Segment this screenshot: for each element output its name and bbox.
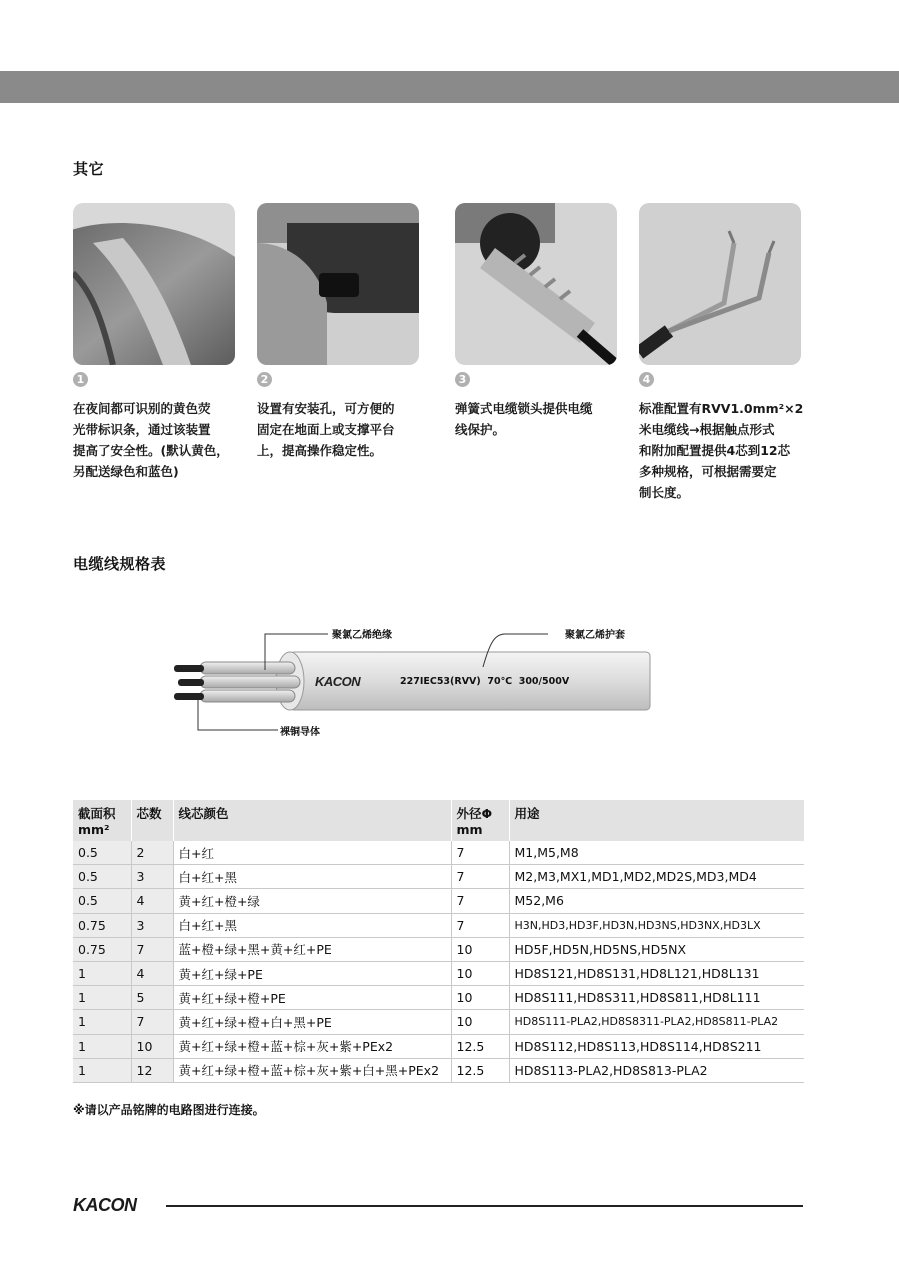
table-cell: HD8S111-PLA2,HD8S8311-PLA2,HD8S811-PLA2 — [509, 1010, 804, 1034]
table-row — [73, 865, 804, 889]
header-diameter: 外径Φ mm — [451, 800, 509, 841]
table-cell: 7 — [451, 841, 509, 865]
footer-rule — [166, 1205, 803, 1207]
table-row — [73, 961, 804, 985]
label-conductor: 裸铜导体 — [280, 727, 320, 738]
table-cell: 黄+红+绿+橙+PE — [173, 986, 451, 1010]
table-row — [73, 913, 804, 937]
header-cross-section: 截面积 mm² — [73, 800, 131, 841]
table-cell: 蓝+橙+绿+黑+黄+红+PE — [173, 937, 451, 961]
header-usage: 用途 — [509, 800, 804, 841]
feature-number-2: 2 — [257, 372, 272, 387]
table-cell: 7 — [451, 889, 509, 913]
table-row — [73, 841, 804, 865]
feature-description-3: 弹簧式电缆锁头提供电缆 线保护。 — [455, 401, 593, 437]
table-cell: 黄+红+绿+橙+蓝+棕+灰+紫+PEx2 — [173, 1034, 451, 1058]
label-insulation: 聚氯乙烯绝缘 — [332, 630, 392, 641]
table-cell: 7 — [451, 913, 509, 937]
section-title-other: 其它 — [73, 160, 105, 178]
footer-logo: KACON — [73, 1195, 137, 1215]
cable-brand-logo: KACON — [315, 674, 361, 689]
footnote: ※请以产品铭牌的电路图进行连接。 — [73, 1103, 265, 1117]
feature-number-1: 1 — [73, 372, 88, 387]
table-cell: 12.5 — [451, 1034, 509, 1058]
table-cell: 12.5 — [451, 1058, 509, 1082]
table-cell: 0.5 — [73, 865, 131, 889]
table-cell: 1 — [73, 1034, 131, 1058]
table-cell: 10 — [131, 1034, 173, 1058]
table-cell: 1 — [73, 986, 131, 1010]
table-cell: HD8S121,HD8S131,HD8L121,HD8L131 — [509, 961, 804, 985]
table-cell: 10 — [451, 1010, 509, 1034]
table-cell: HD5F,HD5N,HD5NS,HD5NX — [509, 937, 804, 961]
table-cell: 白+红 — [173, 841, 451, 865]
table-cell: HD8S111,HD8S311,HD8S811,HD8L111 — [509, 986, 804, 1010]
table-cell: 10 — [451, 937, 509, 961]
table-cell: HD8S113-PLA2,HD8S813-PLA2 — [509, 1058, 804, 1082]
photo-reflective-strip — [73, 203, 235, 365]
feature-number-4: 4 — [639, 372, 654, 387]
section-title-cable: 电缆线规格表 — [73, 555, 167, 573]
table-cell: M1,M5,M8 — [509, 841, 804, 865]
table-cell: 黄+红+绿+PE — [173, 961, 451, 985]
table-cell: HD8S112,HD8S113,HD8S114,HD8S211 — [509, 1034, 804, 1058]
table-cell: 白+红+黑 — [173, 865, 451, 889]
table-cell: H3N,HD3,HD3F,HD3N,HD3NS,HD3NX,HD3LX — [509, 913, 804, 937]
cable-print: 227IEC53(RVV) 70℃ 300/500V — [400, 676, 570, 687]
header-cores: 芯数 — [131, 800, 173, 841]
table-cell: 白+红+黑 — [173, 913, 451, 937]
table-row — [73, 1058, 804, 1082]
table-header-row — [73, 800, 804, 841]
table-cell: 10 — [451, 961, 509, 985]
table-row — [73, 889, 804, 913]
header-colors: 线芯颜色 — [173, 800, 451, 841]
table-row — [73, 986, 804, 1010]
photo-cable-wires — [639, 203, 801, 365]
table-cell: 1 — [73, 1058, 131, 1082]
table-cell: 黄+红+橙+绿 — [173, 889, 451, 913]
table-cell: 1 — [73, 1010, 131, 1034]
table-cell: 黄+红+绿+橙+蓝+棕+灰+紫+白+黑+PEx2 — [173, 1058, 451, 1082]
table-cell: 黄+红+绿+橙+白+黑+PE — [173, 1010, 451, 1034]
photo-cable-lock — [455, 203, 617, 365]
table-cell: 0.5 — [73, 889, 131, 913]
header-band — [0, 71, 899, 103]
label-sheath: 聚氯乙烯护套 — [565, 630, 625, 641]
table-cell: 0.75 — [73, 913, 131, 937]
feature-description-2: 设置有安装孔，可方便的 固定在地面上或支撑平台 上，提高操作稳定性。 — [257, 401, 395, 458]
feature-description-1: 在夜间都可识别的黄色荧 光带标识条，通过该装置 提高了安全性。(默认黄色， 另配送绿色和蓝色) — [73, 401, 229, 479]
cable-diagram — [160, 612, 660, 747]
table-cell: 0.75 — [73, 937, 131, 961]
table-cell: 7 — [131, 1010, 173, 1034]
table-cell: 10 — [451, 986, 509, 1010]
table-cell: M2,M3,MX1,MD1,MD2,MD2S,MD3,MD4 — [509, 865, 804, 889]
table-cell: 1 — [73, 961, 131, 985]
table-row — [73, 937, 804, 961]
table-cell: 4 — [131, 961, 173, 985]
table-cell: 7 — [451, 865, 509, 889]
table-cell: 2 — [131, 841, 173, 865]
table-row — [73, 1034, 804, 1058]
table-cell: 12 — [131, 1058, 173, 1082]
table-cell: 3 — [131, 865, 173, 889]
table-cell: M52,M6 — [509, 889, 804, 913]
table-cell: 4 — [131, 889, 173, 913]
photo-mounting-hole — [257, 203, 419, 365]
table-cell: 0.5 — [73, 841, 131, 865]
feature-description-4: 标准配置有RVV1.0mm²×2 米电缆线→根据触点形式 和附加配置提供4芯到12芯 多种规格，可根据需要定 制长度。 — [639, 401, 804, 500]
feature-number-3: 3 — [455, 372, 470, 387]
cable-spec-table — [73, 800, 804, 1083]
table-cell: 7 — [131, 937, 173, 961]
table-cell: 3 — [131, 913, 173, 937]
table-row — [73, 1010, 804, 1034]
table-cell: 5 — [131, 986, 173, 1010]
